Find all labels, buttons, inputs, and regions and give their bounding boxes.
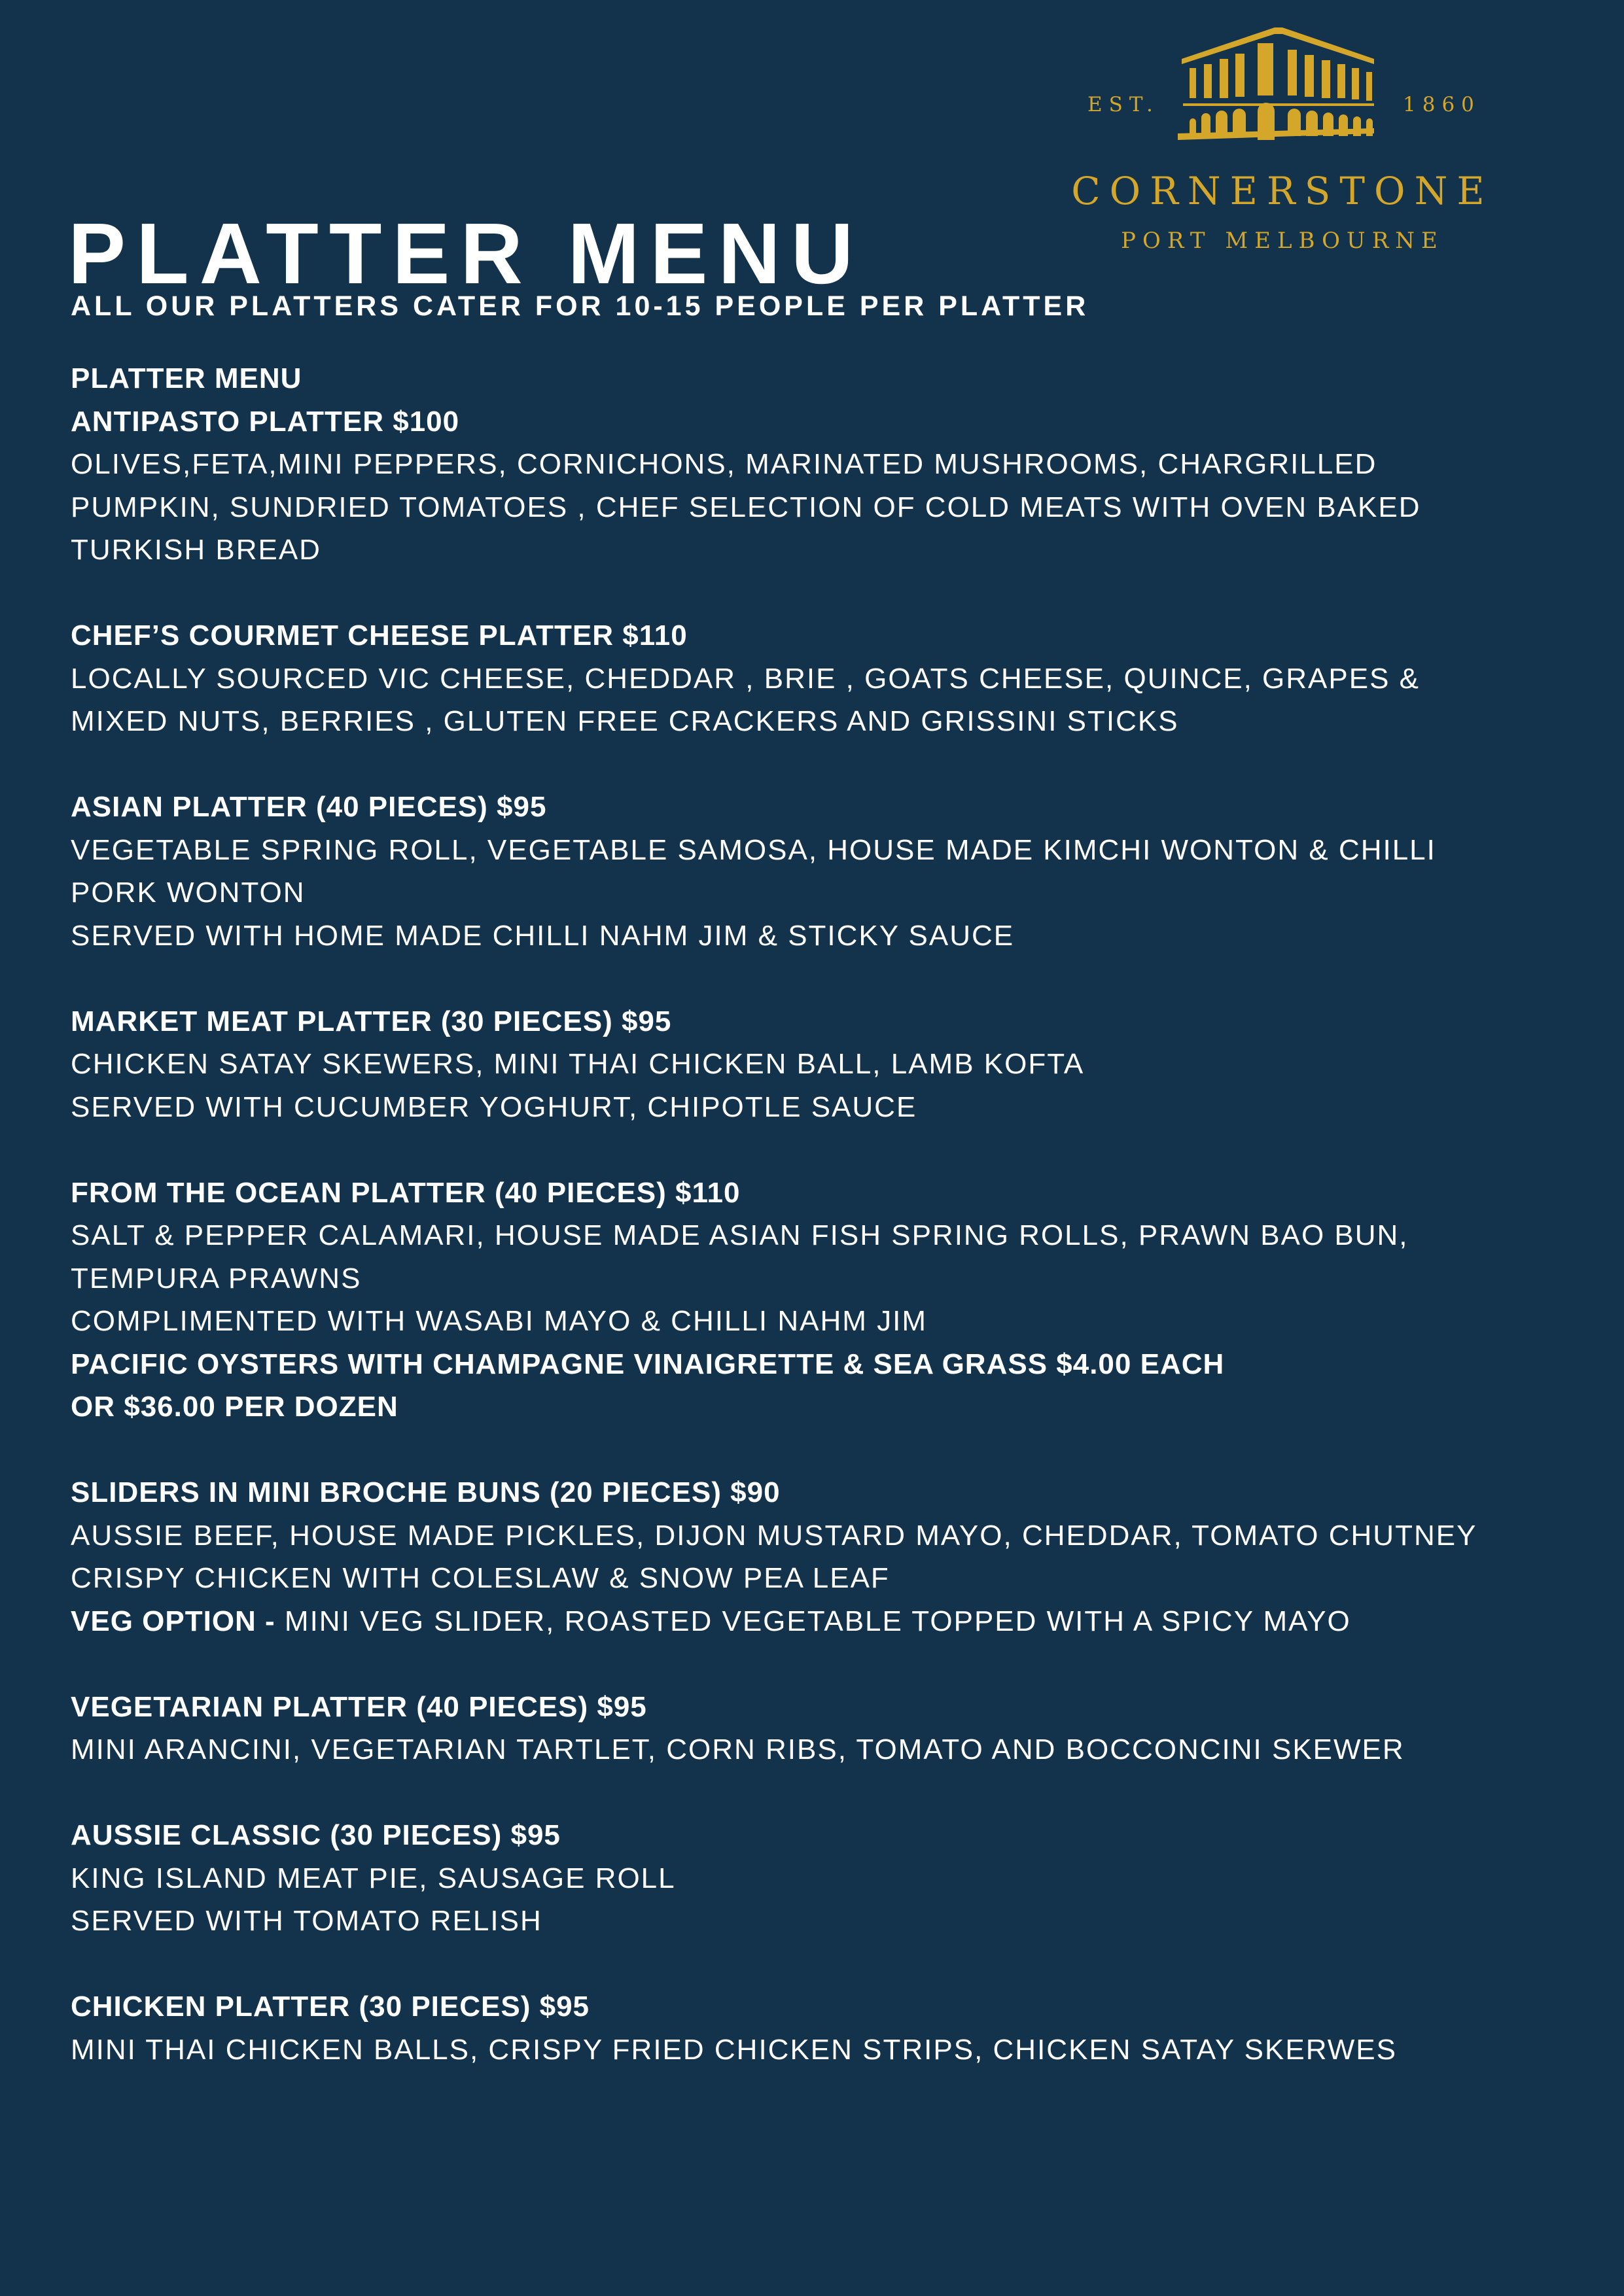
menu-item-heading: CHEF’S COURMET CHEESE PLATTER $110 [71,619,688,652]
menu-item-description: SALT & PEPPER CALAMARI, HOUSE MADE ASIAN FISH SPRING ROLLS, PRAWN BAO BUN, [71,1219,1409,1251]
menu-item-heading: FROM THE OCEAN PLATTER (40 PIECES) $110 [71,1176,741,1209]
menu-item-description: SERVED WITH HOME MADE CHILLI NAHM JIM & STICKY SAUCE [71,919,1015,952]
menu-item-description: PUMPKIN, SUNDRIED TOMATOES , CHEF SELECTION OF COLD MEATS WITH OVEN BAKED [71,491,1421,523]
menu-item-description: OLIVES,FETA,MINI PEPPERS, CORNICHONS, MARINATED MUSHROOMS, CHARGRILLED [71,448,1377,480]
oyster-offer-dozen: OR $36.00 PER DOZEN [71,1391,398,1423]
page-title: PLATTER MENU [68,205,864,302]
section-heading: PLATTER MENU [71,362,302,394]
cornerstone-logo [1060,20,1505,262]
menu-item-sliders [71,1471,1602,1643]
menu-item-heading: CHICKEN PLATTER (30 PIECES) $95 [71,1991,590,2023]
menu-item-ocean [71,1172,1602,1429]
menu-item-description: MIXED NUTS, BERRIES , GLUTEN FREE CRACKERS AND GRISSINI STICKS [71,705,1179,737]
menu-item-description: AUSSIE BEEF, HOUSE MADE PICKLES, DIJON MUSTARD MAYO, CHEDDAR, TOMATO CHUTNEY [71,1519,1477,1552]
menu-item-description: CRISPY CHICKEN WITH COLESLAW & SNOW PEA LEAF [71,1562,890,1594]
menu-item-description: VEGETABLE SPRING ROLL, VEGETABLE SAMOSA, HOUSE MADE KIMCHI WONTON & CHILLI [71,833,1436,866]
veg-option-line [71,1600,1602,1643]
menu-item-description: SERVED WITH CUCUMBER YOGHURT, CHIPOTLE SAUCE [71,1090,917,1123]
oyster-offer: PACIFIC OYSTERS WITH CHAMPAGNE VINAIGRETTE & SEA GRASS $4.00 EACH [71,1348,1225,1380]
spacer [71,957,1602,1000]
menu-item-description: CHICKEN SATAY SKEWERS, MINI THAI CHICKEN BALL, LAMB KOFTA [71,1048,1085,1080]
menu-item-heading: VEGETARIAN PLATTER (40 PIECES) $95 [71,1690,647,1723]
spacer [71,743,1602,786]
logo-brand-name: CORNERSTONE [1071,169,1494,213]
menu-item-heading: ANTIPASTO PLATTER $100 [71,405,460,438]
menu-item-description: MINI ARANCINI, VEGETARIAN TARTLET, CORN RIBS, TOMATO AND BOCCONCINI SKEWER [71,1733,1405,1765]
menu-item-vegetarian [71,1686,1602,1771]
veg-option-text: MINI VEG SLIDER, ROASTED VEGETABLE TOPPED WITH A SPICY MAYO [275,1605,1351,1637]
spacer [71,1643,1602,1686]
spacer [71,1771,1602,1815]
menu-item-heading: SLIDERS IN MINI BROCHE BUNS (20 PIECES) $90 [71,1476,781,1508]
menu-item-description: TURKISH BREAD [71,534,321,566]
spacer [71,1429,1602,1472]
page-subtitle: ALL OUR PLATTERS CATER FOR 10-15 PEOPLE PER PLATTER [71,290,1089,322]
menu-item-heading: ASIAN PLATTER (40 PIECES) $95 [71,791,547,823]
menu-item-heading: MARKET MEAT PLATTER (30 PIECES) $95 [71,1005,672,1037]
menu-item-asian [71,786,1602,957]
logo-location: PORT MELBOURNE [1121,228,1444,254]
menu-item-market-meat [71,1000,1602,1129]
menu-item-antipasto [71,400,1602,572]
spacer [71,1943,1602,1986]
menu-item-heading: AUSSIE CLASSIC (30 PIECES) $95 [71,1819,561,1851]
menu-item-description: MINI THAI CHICKEN BALLS, CRISPY FRIED CHICKEN STRIPS, CHICKEN SATAY SKERWES [71,2033,1397,2066]
menu-item-aussie-classic [71,1814,1602,1943]
spacer [71,572,1602,615]
menu-item-description: LOCALLY SOURCED VIC CHEESE, CHEDDAR , BRIE , GOATS CHEESE, QUINCE, GRAPES & [71,662,1421,695]
menu-item-cheese [71,614,1602,743]
menu-item-description: KING ISLAND MEAT PIE, SAUSAGE ROLL [71,1862,676,1894]
platter-menu [71,357,1602,2071]
menu-item-description: SERVED WITH TOMATO RELISH [71,1905,542,1937]
spacer [71,1128,1602,1172]
menu-item-description: COMPLIMENTED WITH WASABI MAYO & CHILLI NAHM JIM [71,1305,927,1337]
building-icon [1178,25,1387,140]
logo-year: 1860 [1403,93,1481,116]
logo-est-label: EST. [1087,93,1159,116]
veg-option-label: VEG OPTION - [71,1605,275,1637]
menu-item-description: PORK WONTON [71,877,306,909]
menu-item-chicken [71,1985,1602,2071]
menu-item-description: TEMPURA PRAWNS [71,1262,362,1295]
